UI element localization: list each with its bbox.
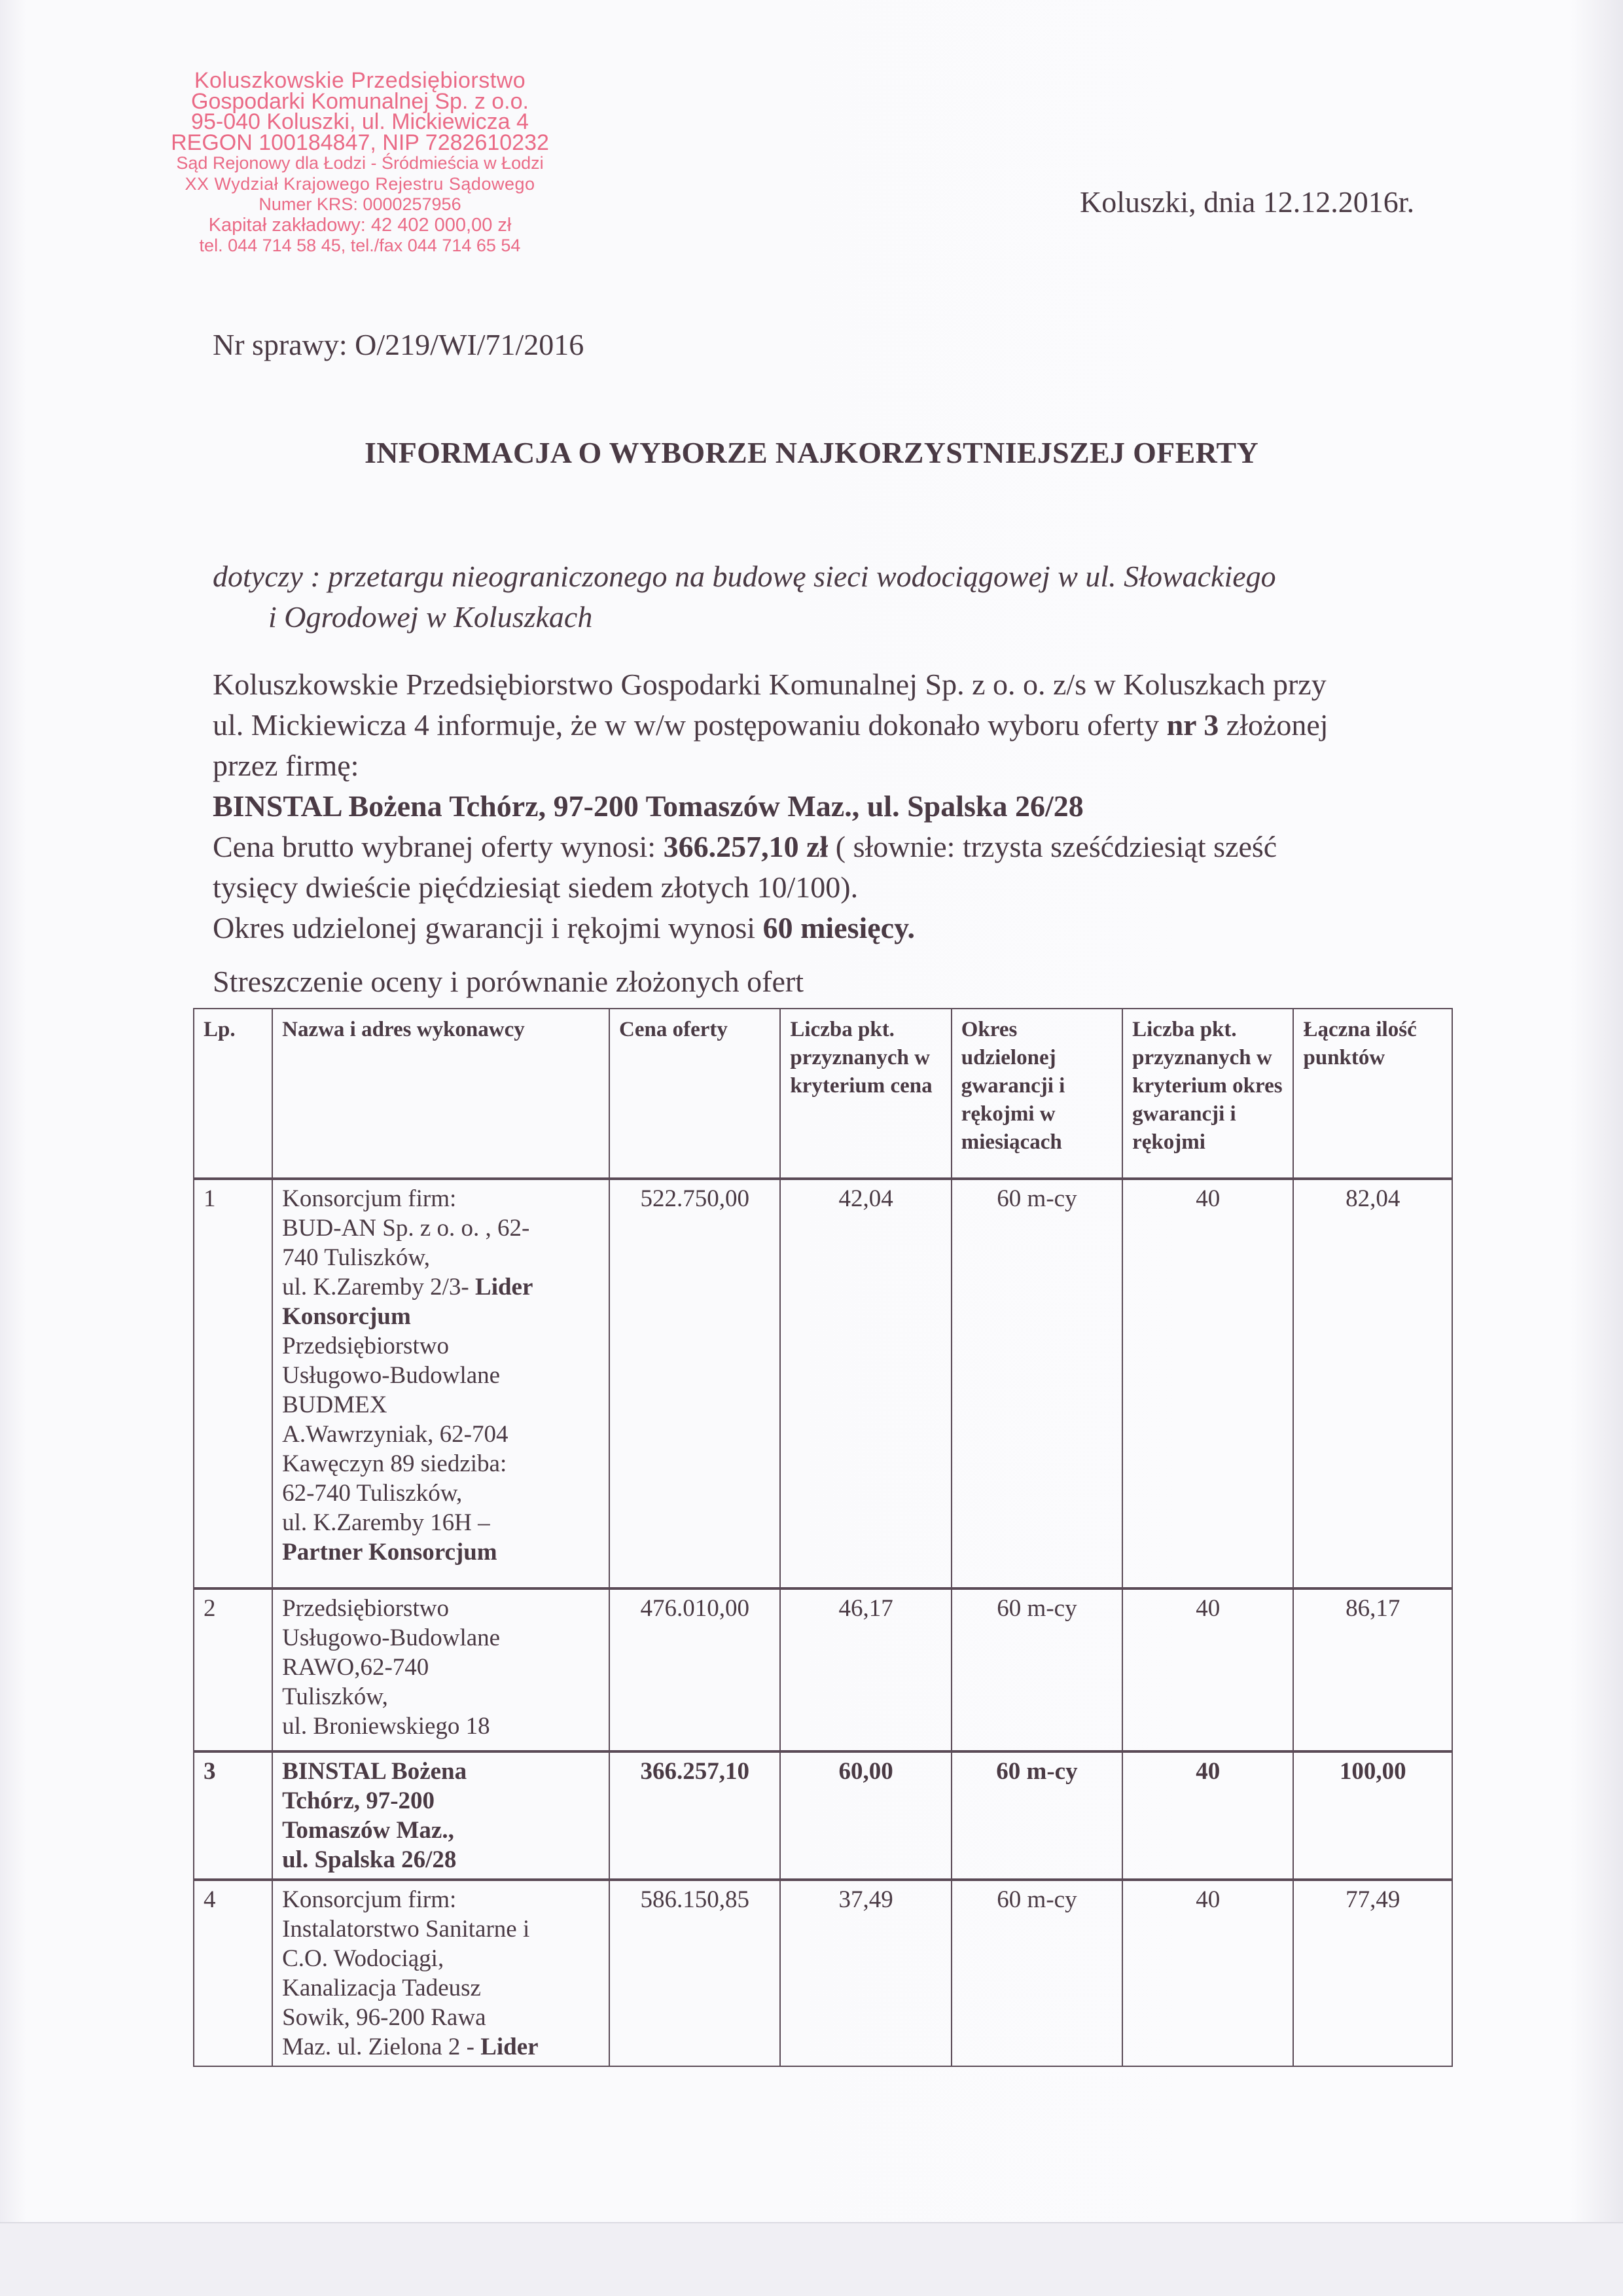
cell-price: 586.150,85	[609, 1880, 780, 2066]
subject-section	[213, 556, 1456, 637]
body-line: Koluszkowskie Przedsiębiorstwo Gospodarki Komunalnej Sp. z o. o. z/s w Koluszkach przy	[213, 668, 1327, 701]
cell-total: 100,00	[1293, 1751, 1452, 1880]
contractor-text: Sowik, 96-200 Rawa	[282, 2004, 486, 2031]
price-in-words: tysięcy dwieście pięćdziesiąt siedem złotych 10/100).	[213, 870, 859, 904]
consortium-role: Lider	[480, 2034, 539, 2060]
stamp-line: XX Wydział Krajowego Rejestru Sądowego	[185, 173, 535, 194]
contractor-text: RAWO,62-740	[282, 1654, 429, 1681]
contractor-line	[282, 1508, 599, 1537]
contractor-text: Usługowo-Budowlane	[282, 1624, 501, 1651]
stamp-line: Kapitał zakładowy: 42 402 000,00 zł	[208, 214, 512, 236]
stamp-line: 95-040 Koluszki, ul. Mickiewicza 4	[191, 109, 529, 134]
contractor-line	[282, 1184, 599, 1213]
header-name: Nazwa i adres wykonawcy	[272, 1009, 609, 1179]
contractor-text: BUD-AN Sp. z o. o. , 62-	[282, 1215, 530, 1242]
contractor-text: C.O. Wodociągi,	[282, 1945, 444, 1972]
subject-line: dotyczy : przetargu nieograniczonego na budowę sieci wodociągowej w ul. Słowackiego	[213, 560, 1276, 593]
cell-warranty: 60 m-cy	[952, 1179, 1122, 1588]
contractor-text: Konsorcjum	[282, 1303, 411, 1330]
contractor-line	[282, 1845, 599, 1874]
stamp-line: REGON 100184847, NIP 7282610232	[171, 130, 549, 155]
cell-price-points: 60,00	[780, 1751, 951, 1880]
contractor-text: 740 Tuliszków,	[282, 1244, 430, 1271]
scan-bottom-edge	[0, 2222, 1623, 2296]
stamp-line: tel. 044 714 58 45, tel./fax 044 714 65 54	[199, 236, 521, 255]
cell-price-points: 42,04	[780, 1179, 951, 1588]
header-total: Łączna ilość punktów	[1293, 1009, 1452, 1179]
header-price: Cena oferty	[609, 1009, 780, 1179]
cell-warranty: 60 m-cy	[952, 1588, 1122, 1751]
stamp-line: Koluszkowskie Przedsiębiorstwo	[194, 68, 526, 93]
contractor-text: ul. K.Zaremby 16H –	[282, 1509, 490, 1536]
contractor-line	[282, 1302, 599, 1331]
contractor-text: Przedsiębiorstwo	[282, 1333, 449, 1359]
contractor-text: Maz. ul. Zielona 2 -	[282, 2034, 481, 2060]
contractor-line	[282, 1213, 599, 1243]
contractor-text: 62-740 Tuliszków,	[282, 1480, 463, 1507]
cell-total: 86,17	[1293, 1588, 1452, 1751]
contractor-line	[282, 2032, 599, 2062]
cell-price: 366.257,10	[609, 1751, 780, 1880]
stamp-line: Sąd Rejonowy dla Łodzi - Śródmieścia w Łodzi	[176, 153, 544, 173]
contractor-text: A.Wawrzyniak, 62-704	[282, 1421, 508, 1448]
cell-warranty: 60 m-cy	[952, 1751, 1122, 1880]
contractor-text: Tchórz, 97-200	[282, 1787, 435, 1814]
contractor-text: Tuliszków,	[282, 1683, 388, 1710]
body-text: ul. Mickiewicza 4 informuje, że w w/w postępowaniu dokonało wyboru oferty	[213, 708, 1167, 742]
table-row	[194, 1179, 1452, 1588]
contractor-line	[282, 1786, 599, 1816]
contractor-line	[282, 1712, 599, 1741]
header-lp: Lp.	[194, 1009, 272, 1179]
contractor-line	[282, 1944, 599, 1973]
warranty-period: 60 miesięcy.	[762, 911, 916, 944]
body-line: przez firmę:	[213, 749, 359, 782]
winning-company: BINSTAL Bożena Tchórz, 97-200 Tomaszów Maz., ul. Spalska 26/28	[213, 789, 1084, 823]
subject-line: i Ogrodowej w Koluszkach	[268, 600, 593, 634]
contractor-line	[282, 1361, 599, 1390]
header-warranty-points: Liczba pkt. przyznanych w kryterium okres gwarancji i rękojmi	[1122, 1009, 1293, 1179]
cell-price: 522.750,00	[609, 1179, 780, 1588]
contractor-text: BUDMEX	[282, 1391, 387, 1418]
contractor-line	[282, 1331, 599, 1361]
contractor-line	[282, 1653, 599, 1682]
cell-price-points: 46,17	[780, 1588, 951, 1751]
contractor-text: Konsorcjum firm:	[282, 1185, 457, 1212]
contractor-text: Usługowo-Budowlane	[282, 1362, 501, 1389]
cell-warranty-points: 40	[1122, 1880, 1293, 2066]
contractor-text: Konsorcjum firm:	[282, 1886, 457, 1913]
contractor-line	[282, 1816, 599, 1845]
place-and-date: Koluszki, dnia 12.12.2016r.	[1080, 185, 1415, 219]
body-text: Cena brutto wybranej oferty wynosi:	[213, 830, 664, 863]
contractor-line	[282, 1623, 599, 1653]
contractor-line	[282, 1973, 599, 2003]
contractor-text: ul. K.Zaremby 2/3-	[282, 1274, 476, 1300]
contractor-line	[282, 1243, 599, 1272]
cell-price: 476.010,00	[609, 1588, 780, 1751]
contractor-line	[282, 1757, 599, 1786]
cell-warranty-points: 40	[1122, 1751, 1293, 1880]
contractor-text: Przedsiębiorstwo	[282, 1595, 449, 1622]
header-warranty: Okres udzielonej gwarancji i rękojmi w miesiącach	[952, 1009, 1122, 1179]
company-stamp	[124, 68, 596, 257]
document-title: INFORMACJA O WYBORZE NAJKORZYSTNIEJSZEJ OFERTY	[365, 436, 1258, 469]
warranty-line	[213, 908, 1456, 948]
table-caption: Streszczenie oceny i porównanie złożonych ofert	[213, 965, 804, 998]
cell-total: 82,04	[1293, 1179, 1452, 1588]
contractor-text: BINSTAL Bożena	[282, 1758, 467, 1785]
contractor-line	[282, 1420, 599, 1449]
contractor-text: Instalatorstwo Sanitarne i	[282, 1916, 530, 1943]
cell-price-points: 37,49	[780, 1880, 951, 2066]
contractor-line	[282, 1272, 599, 1302]
cell-contractor	[272, 1179, 609, 1588]
case-number: Nr sprawy: O/219/WI/71/2016	[213, 328, 584, 361]
table-row	[194, 1588, 1452, 1751]
contractor-text: ul. Broniewskiego 18	[282, 1713, 490, 1740]
cell-warranty-points: 40	[1122, 1179, 1293, 1588]
cell-contractor	[272, 1588, 609, 1751]
contractor-text: Partner Konsorcjum	[282, 1539, 497, 1566]
contractor-text: ul. Spalska 26/28	[282, 1846, 457, 1873]
cell-total: 77,49	[1293, 1880, 1452, 2066]
contractor-line	[282, 1537, 599, 1567]
stamp-line: Gospodarki Komunalnej Sp. z o.o.	[191, 88, 529, 114]
cell-warranty: 60 m-cy	[952, 1880, 1122, 2066]
body-line	[213, 705, 1456, 745]
contractor-line	[282, 1914, 599, 1944]
cell-contractor	[272, 1880, 609, 2066]
contractor-line	[282, 1449, 599, 1479]
table-row	[194, 1751, 1452, 1880]
offers-comparison-table	[193, 1008, 1453, 2067]
cell-warranty-points: 40	[1122, 1588, 1293, 1751]
body-text: Okres udzielonej gwarancji i rękojmi wynosi	[213, 911, 763, 944]
cell-contractor	[272, 1751, 609, 1880]
contractor-text: Kawęczyn 89 siedziba:	[282, 1450, 507, 1477]
cell-lp: 4	[194, 1880, 272, 2066]
contractor-line	[282, 1479, 599, 1508]
contractor-line	[282, 2003, 599, 2032]
offer-number: nr 3	[1166, 708, 1219, 742]
body-paragraph	[213, 664, 1456, 948]
body-text: ( słownie: trzysta sześćdziesiąt sześć	[828, 830, 1277, 863]
consortium-role: Lider	[475, 1274, 533, 1300]
contractor-line	[282, 1885, 599, 1914]
stamp-line: Numer KRS: 0000257956	[259, 194, 461, 214]
contractor-line	[282, 1594, 599, 1623]
contractor-text: Kanalizacja Tadeusz	[282, 1975, 481, 2001]
header-price-points: Liczba pkt. przyznanych w kryterium cena	[780, 1009, 951, 1179]
gross-price: 366.257,10 zł	[663, 830, 829, 863]
table-header-row	[194, 1009, 1452, 1179]
body-text: złożonej	[1219, 708, 1329, 742]
cell-lp: 2	[194, 1588, 272, 1751]
contractor-line	[282, 1390, 599, 1420]
table-row	[194, 1880, 1452, 2066]
cell-lp: 3	[194, 1751, 272, 1880]
price-line	[213, 827, 1456, 867]
contractor-text: Tomaszów Maz.,	[282, 1817, 454, 1844]
cell-lp: 1	[194, 1179, 272, 1588]
contractor-line	[282, 1682, 599, 1712]
